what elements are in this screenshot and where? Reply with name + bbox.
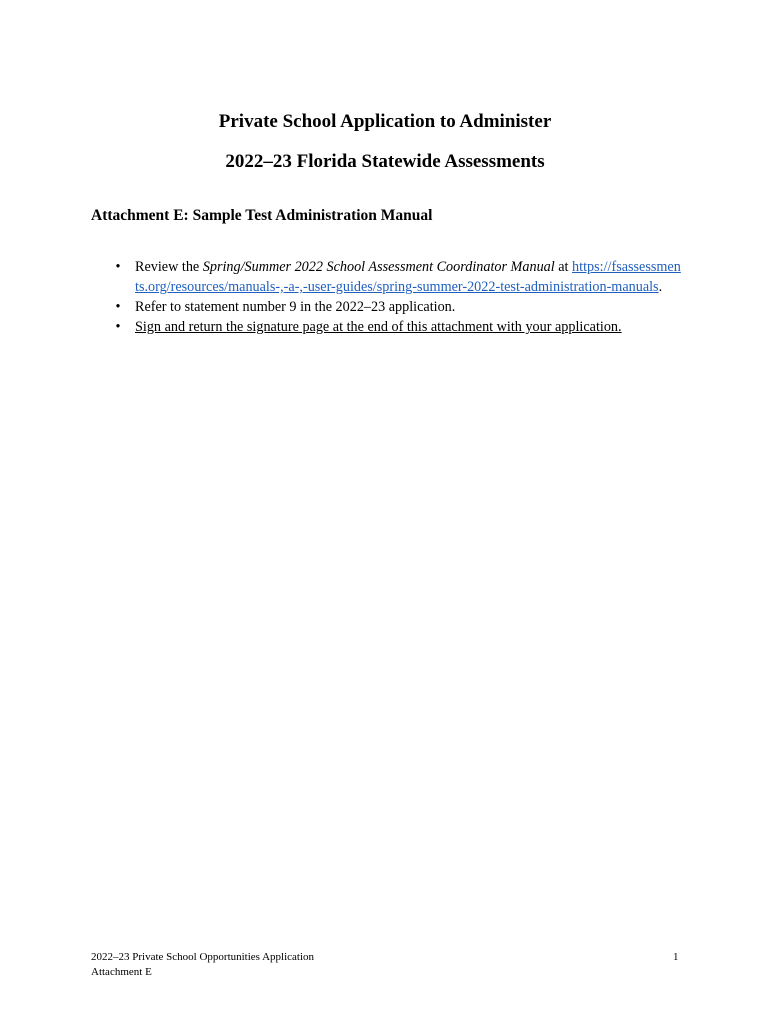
item-text: Sign and return the signature page at the end of this attachment with your application. [135, 319, 622, 335]
footer [91, 950, 314, 980]
list-item [113, 317, 683, 337]
section-heading: Attachment E: Sample Test Administration Manual [91, 207, 433, 224]
footer-line-2: Attachment E [91, 966, 152, 978]
item-text-suffix: . [658, 279, 663, 295]
manual-title: Spring/Summer 2022 School Assessment Coordinator Manual [202, 259, 555, 275]
bullet-icon: • [115, 299, 121, 315]
page-number: 1 [673, 951, 679, 963]
list-item [113, 297, 683, 317]
instruction-list [113, 257, 683, 337]
document-subtitle: 2022–23 Florida Statewide Assessments [225, 151, 545, 172]
footer-line-1: 2022–23 Private School Opportunities Application [91, 951, 315, 963]
bullet-icon: • [115, 259, 121, 275]
manuals-link[interactable]: https://fsassessments.org/resources/manuals-,-a-,-user-guides/spring-summer-2022-test-administration-manuals [135, 259, 681, 295]
list-item [113, 257, 683, 297]
item-text: Refer to statement number 9 in the 2022–23 application. [135, 299, 456, 315]
item-text-middle: at [554, 259, 573, 275]
bullet-icon: • [115, 319, 121, 335]
document-title: Private School Application to Administer [218, 111, 552, 132]
item-text-prefix: Review the [135, 259, 203, 275]
